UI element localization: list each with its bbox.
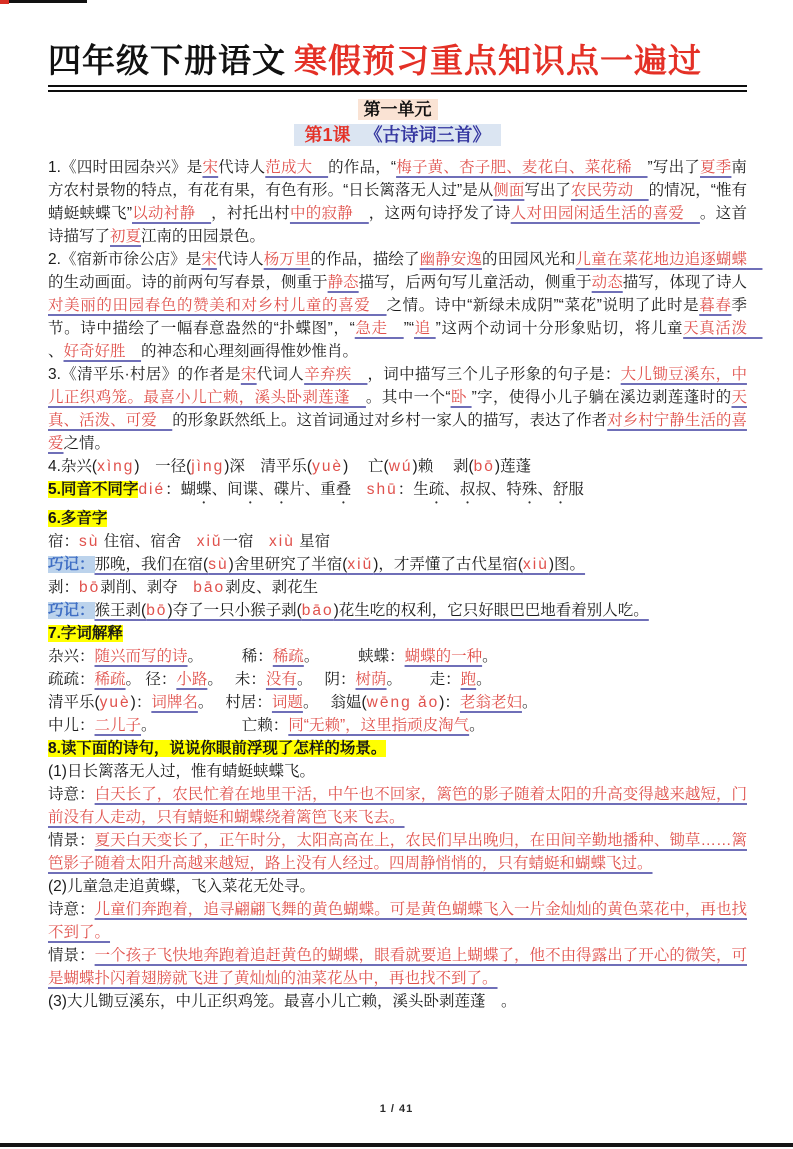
text-run: 6.多音字 bbox=[48, 510, 108, 527]
text-run: 人对田园闲适生活的喜爱 bbox=[510, 205, 700, 222]
text-run: 1.《四时田园杂兴》是 bbox=[48, 159, 203, 176]
text-run: 。 阴： bbox=[296, 671, 356, 688]
text-run: ”“ bbox=[403, 320, 415, 337]
lesson-badge bbox=[294, 124, 500, 146]
text-run: 稀疏 bbox=[94, 671, 126, 688]
text-run: 巧记： bbox=[48, 602, 95, 619]
text-run: 诗意： bbox=[48, 786, 95, 803]
text-run: 叔、特 bbox=[475, 481, 522, 498]
text-run: 描写，后两句写儿童活动，侧重于 bbox=[358, 274, 592, 291]
text-run: 追 bbox=[414, 320, 436, 337]
text-run: 宋 bbox=[240, 366, 257, 383]
text-run: 。 bbox=[469, 717, 485, 734]
text-run: (1)日长篱落无人过，惟有蜻蜓蛱蝶飞。 bbox=[48, 763, 315, 780]
section-homophones bbox=[48, 478, 747, 507]
text-run: 。其中一个“ bbox=[365, 389, 451, 406]
text-run: 写出了 bbox=[524, 182, 571, 199]
text-run: )深 清平乐( bbox=[224, 458, 313, 475]
text-run: wú bbox=[388, 458, 413, 475]
text-run: 宿： bbox=[48, 533, 80, 550]
text-run: bō bbox=[473, 458, 495, 475]
text-run: )夺了一只小猴子剥( bbox=[167, 602, 302, 619]
text-run: 情景： bbox=[48, 832, 95, 849]
verse-1 bbox=[48, 760, 747, 783]
text-run: 。这首诗描写了 bbox=[48, 205, 747, 245]
text-run: 白天长了，农民忙着在地里干活，中午也不回家，篱笆的影子随着太阳的升高变得越来越短，门前没有人走动，只有蜻蜓和蝴蝶绕着篱笆飞来飞去。 bbox=[48, 786, 747, 826]
text-run: 。 bbox=[521, 694, 538, 711]
text-run: 。 蛱蝶： bbox=[303, 648, 405, 665]
text-run: 江南的田园景色。 bbox=[141, 228, 266, 245]
section-scenes bbox=[48, 737, 747, 760]
text-run: shū bbox=[366, 481, 398, 498]
text-run: 宋 bbox=[202, 159, 219, 176]
text-run: )，才弄懂了古代星宿( bbox=[373, 556, 524, 573]
text-run: 之情。 bbox=[63, 435, 111, 452]
text-run: )莲蓬 bbox=[494, 458, 532, 475]
text-run: 描写，体现了诗人 bbox=[622, 274, 747, 291]
text-run: 叔 bbox=[459, 481, 476, 498]
paragraph-poem3 bbox=[48, 363, 747, 455]
text-run: ，衬托出村 bbox=[211, 205, 290, 222]
text-run: 杨万里 bbox=[263, 251, 311, 268]
text-run: 的情况，“惟有蜻蜓蛱蝶飞” bbox=[48, 182, 747, 222]
line-mnemonic-su bbox=[48, 553, 747, 576]
text-run: ) 亡( bbox=[343, 458, 389, 475]
text-run: 中的寂静 bbox=[289, 205, 369, 222]
text-run: )： bbox=[439, 694, 460, 711]
text-run: 。 村居： bbox=[197, 694, 272, 711]
verse-1-meaning bbox=[48, 783, 747, 829]
verse-2-scene bbox=[48, 944, 747, 990]
text-run: 、 bbox=[444, 481, 460, 498]
document-body bbox=[48, 156, 763, 1013]
verse-2 bbox=[48, 875, 747, 898]
text-run: 代诗人 bbox=[218, 159, 266, 176]
def-row-3 bbox=[48, 691, 747, 714]
page-title bbox=[48, 40, 747, 82]
text-run: 。 稀： bbox=[187, 648, 273, 665]
title-grade-label: 四年级下册语文 bbox=[48, 42, 286, 79]
unit-title: 第一单元 bbox=[358, 99, 438, 120]
page-bottom-edge bbox=[0, 1143, 793, 1147]
text-run: 之情。诗中“新绿未成阴”“菜花”说明了此时是 bbox=[386, 297, 700, 314]
text-run: 宋 bbox=[201, 251, 217, 268]
text-run: 随兴而写的诗 bbox=[94, 648, 188, 665]
text-run: 静态 bbox=[327, 274, 359, 291]
text-run: 剥： bbox=[48, 579, 80, 596]
line-su bbox=[48, 530, 747, 553]
text-run: 词牌名 bbox=[151, 694, 198, 711]
document-header bbox=[48, 40, 747, 147]
text-run: 。 bbox=[482, 648, 498, 665]
text-run: xiù bbox=[269, 533, 295, 550]
text-run: 蝴蝶的一种 bbox=[404, 648, 483, 665]
lesson-number: 第1课 bbox=[304, 125, 351, 145]
text-run: 巧记： bbox=[48, 556, 95, 573]
text-run: 天真、活泼、可爱 bbox=[48, 389, 747, 429]
text-run: 疏 bbox=[428, 481, 445, 498]
title-double-rule bbox=[48, 85, 747, 92]
text-run: 大儿锄豆溪东，中儿正织鸡笼。最喜小儿亡赖，溪头卧剥莲蓬 bbox=[48, 366, 747, 406]
text-run: 。 亡赖： bbox=[141, 717, 289, 734]
text-run: 、间 bbox=[211, 481, 243, 498]
text-run: 星宿 bbox=[294, 533, 331, 550]
text-run: 儿童在菜花地边追逐蝴蝶 bbox=[575, 251, 763, 268]
text-run: ”字，使得小儿子躺在溪边剥莲蓬时的 bbox=[471, 389, 732, 406]
text-run: 急走 bbox=[354, 320, 404, 337]
text-run: 3.《清平乐·村居》的作者是 bbox=[48, 366, 241, 383]
text-run: ，这两句诗抒发了诗 bbox=[368, 205, 511, 222]
text-run: bō bbox=[79, 579, 101, 596]
page-number: 1 / 41 bbox=[379, 1103, 414, 1115]
line-mnemonic-bo bbox=[48, 599, 747, 622]
top-edge-line bbox=[9, 0, 87, 3]
text-run: 的形象跃然纸上。这首词通过对乡村一家人的描写，表达了作者 bbox=[172, 412, 608, 429]
text-run: 动态 bbox=[591, 274, 623, 291]
text-run: 碟 bbox=[273, 481, 290, 498]
text-run: 殊 bbox=[521, 481, 538, 498]
text-run: ：蝴 bbox=[165, 481, 197, 498]
text-run: 同“无赖”，这里指顽皮淘气 bbox=[288, 717, 470, 734]
verse-3 bbox=[48, 990, 747, 1013]
text-run: 夏天白天变长了，正午时分，太阳高高在上，农民们早出晚归，在田间辛勤地播种、锄草……篱笆影子随着太阳升高越来越短，路上没有人经过。四周静悄悄的，只有蜻蜓和蝴蝶飞过。 bbox=[48, 832, 747, 872]
text-run: (3)大儿锄豆溪东，中儿正织鸡笼。最喜小儿亡赖，溪头卧剥莲蓬 。 bbox=[48, 993, 517, 1010]
text-run: 。 翁媪( bbox=[302, 694, 367, 711]
text-run: bāo bbox=[301, 602, 334, 619]
text-run: ”这两个动词十分形象贴切，将儿童 bbox=[435, 320, 684, 337]
text-run: ) 一径( bbox=[134, 458, 192, 475]
text-run: 范成大 bbox=[265, 159, 329, 176]
text-run: 跑 bbox=[460, 671, 477, 688]
text-run: 以动衬静 bbox=[132, 205, 212, 222]
text-run: 蝶 bbox=[196, 481, 212, 498]
unit-heading bbox=[48, 99, 747, 121]
text-run: 侧面 bbox=[493, 182, 525, 199]
text-run: 叠 bbox=[335, 481, 352, 498]
text-run: 对美丽的田园春色的赞美和对乡村儿童的喜爱 bbox=[48, 297, 387, 314]
text-run: 住宿、宿舍 bbox=[99, 533, 197, 550]
text-run: 、 bbox=[537, 481, 553, 498]
text-run: 一宿 bbox=[222, 533, 270, 550]
line-pinyin bbox=[48, 455, 747, 478]
title-topic-label: 寒假预习重点知识点一遍过 bbox=[294, 42, 702, 79]
text-run: 稀疏 bbox=[272, 648, 304, 665]
def-row-2 bbox=[48, 668, 747, 691]
text-run: 的作品，描绘了 bbox=[310, 251, 420, 268]
text-run: bō bbox=[146, 602, 168, 619]
text-run: 对乡村宁静生活的喜爱 bbox=[48, 412, 747, 452]
def-row-4 bbox=[48, 714, 747, 737]
text-run: bāo bbox=[193, 579, 226, 596]
text-run: 5.同音不同字 bbox=[48, 481, 139, 498]
text-run: 代诗人 bbox=[216, 251, 264, 268]
text-run: 的田园风光和 bbox=[482, 251, 576, 268]
text-run: 南方农村景物的特点，有花有果，有色有形。“日长篱落无人过”是从 bbox=[48, 159, 747, 199]
text-run: 二儿子 bbox=[94, 717, 142, 734]
text-run: 卧 bbox=[450, 389, 472, 406]
text-run: xìng bbox=[97, 458, 135, 475]
lesson-title: 《古诗词三首》 bbox=[364, 125, 491, 145]
text-run: 。 走： bbox=[386, 671, 461, 688]
text-run: 夏季 bbox=[700, 159, 732, 176]
text-run: (2)儿童急走追黄蝶，飞入菜花无处寻。 bbox=[48, 878, 315, 895]
text-run: 。 径： bbox=[125, 671, 177, 688]
text-run: 一个孩子飞快地奔跑着追赶黄色的蝴蝶，眼看就要追上蝴蝶了，他不由得露出了开心的微笑，可是蝴蝶扑闪着翅膀就飞进了黄灿灿的油菜花丛中，再也找不到了。 bbox=[48, 947, 747, 987]
text-run: 的作品，“ bbox=[328, 159, 397, 176]
text-run: 。 bbox=[476, 671, 492, 688]
text-run: 剥皮、剥花生 bbox=[225, 579, 319, 596]
top-edge-red-mark bbox=[0, 0, 9, 4]
text-run: yuè bbox=[99, 694, 131, 711]
text-run: jìng bbox=[191, 458, 225, 475]
text-run: 服 bbox=[568, 481, 584, 498]
text-run: )图。 bbox=[548, 556, 586, 573]
text-run: 梅子黄、杏子肥、麦花白、菜花稀 bbox=[396, 159, 648, 176]
section-definitions bbox=[48, 622, 747, 645]
text-run: sù bbox=[208, 556, 229, 573]
text-run: ”写出了 bbox=[647, 159, 701, 176]
rule-line bbox=[48, 85, 747, 87]
text-run: 猴王剥( bbox=[94, 602, 147, 619]
text-run: yuè bbox=[312, 458, 344, 475]
lesson-heading bbox=[48, 124, 747, 147]
text-run: 老翁老妇 bbox=[459, 694, 522, 711]
def-row-1 bbox=[48, 645, 747, 668]
text-run: 幽静安逸 bbox=[419, 251, 482, 268]
text-run: 词题 bbox=[271, 694, 303, 711]
rule-line bbox=[48, 90, 747, 92]
text-run: 小路 bbox=[176, 671, 208, 688]
text-run: 那晚，我们在宿( bbox=[94, 556, 209, 573]
verse-1-scene bbox=[48, 829, 747, 875]
text-run: 初夏 bbox=[110, 228, 142, 245]
text-run: 。 未： bbox=[207, 671, 266, 688]
text-run: 中儿： bbox=[48, 717, 95, 734]
text-run bbox=[351, 481, 367, 498]
text-run: 杂兴： bbox=[48, 648, 95, 665]
text-run: 、 bbox=[48, 343, 64, 360]
text-run: 诗意： bbox=[48, 901, 95, 918]
text-run: dié bbox=[138, 481, 166, 498]
text-run: ：生 bbox=[397, 481, 429, 498]
text-run: 没有 bbox=[265, 671, 297, 688]
text-run: 8.读下面的诗句，说说你眼前浮现了怎样的场景。 bbox=[48, 740, 387, 757]
text-run: 树荫 bbox=[355, 671, 387, 688]
text-run: 舒 bbox=[552, 481, 569, 498]
text-run: 辛弃疾 bbox=[304, 366, 368, 383]
line-bo bbox=[48, 576, 747, 599]
text-run: xiǔ bbox=[347, 556, 374, 573]
text-run: ，词中描写三个儿子形象的句子是： bbox=[367, 366, 621, 383]
text-run: 4.杂兴( bbox=[48, 458, 98, 475]
text-run: 谍 bbox=[242, 481, 259, 498]
text-run: 片、重 bbox=[289, 481, 336, 498]
text-run: 暮春 bbox=[699, 297, 732, 314]
text-run: )舍里研究了半宿( bbox=[228, 556, 348, 573]
text-run: )： bbox=[130, 694, 152, 711]
text-run: 代词人 bbox=[256, 366, 305, 383]
text-run: xiù bbox=[523, 556, 549, 573]
text-run: 儿童们奔跑着，追寻翩翩飞舞的黄色蝴蝶。可是黄色蝴蝶飞入一片金灿灿的黄色菜花中，再也找不到了。 bbox=[48, 901, 747, 941]
section-polyphones bbox=[48, 507, 747, 530]
text-run: 剥削、剥夺 bbox=[100, 579, 194, 596]
text-run: 季节。诗中描绘了一幅春意盎然的“扑蝶图”，“ bbox=[48, 297, 747, 337]
text-run: 疏疏： bbox=[48, 671, 95, 688]
text-run: )赖 剥( bbox=[412, 458, 474, 475]
paragraph-poem2 bbox=[48, 248, 763, 363]
text-run: 农民劳动 bbox=[570, 182, 649, 199]
text-run: 2.《宿新市徐公店》是 bbox=[48, 251, 202, 268]
text-run: xiǔ bbox=[196, 533, 223, 550]
text-run: 的生动画面。诗的前两句写春景，侧重于 bbox=[48, 274, 328, 291]
text-run: 好奇好胜 bbox=[63, 343, 142, 360]
text-run: sù bbox=[79, 533, 100, 550]
text-run: 天真活泼 bbox=[683, 320, 763, 337]
text-run: 、 bbox=[258, 481, 274, 498]
text-run: 清平乐( bbox=[48, 694, 100, 711]
verse-2-meaning bbox=[48, 898, 747, 944]
paragraph-poem1 bbox=[48, 156, 747, 248]
text-run: )花生吃的权利，它只好眼巴巴地看着别人吃。 bbox=[333, 602, 649, 619]
text-run: 情景： bbox=[48, 947, 95, 964]
text-run: wēng ǎo bbox=[366, 694, 440, 711]
text-run: 7.字词解释 bbox=[48, 625, 123, 642]
text-run: 的神态和心理刻画得惟妙惟肖。 bbox=[141, 343, 359, 360]
